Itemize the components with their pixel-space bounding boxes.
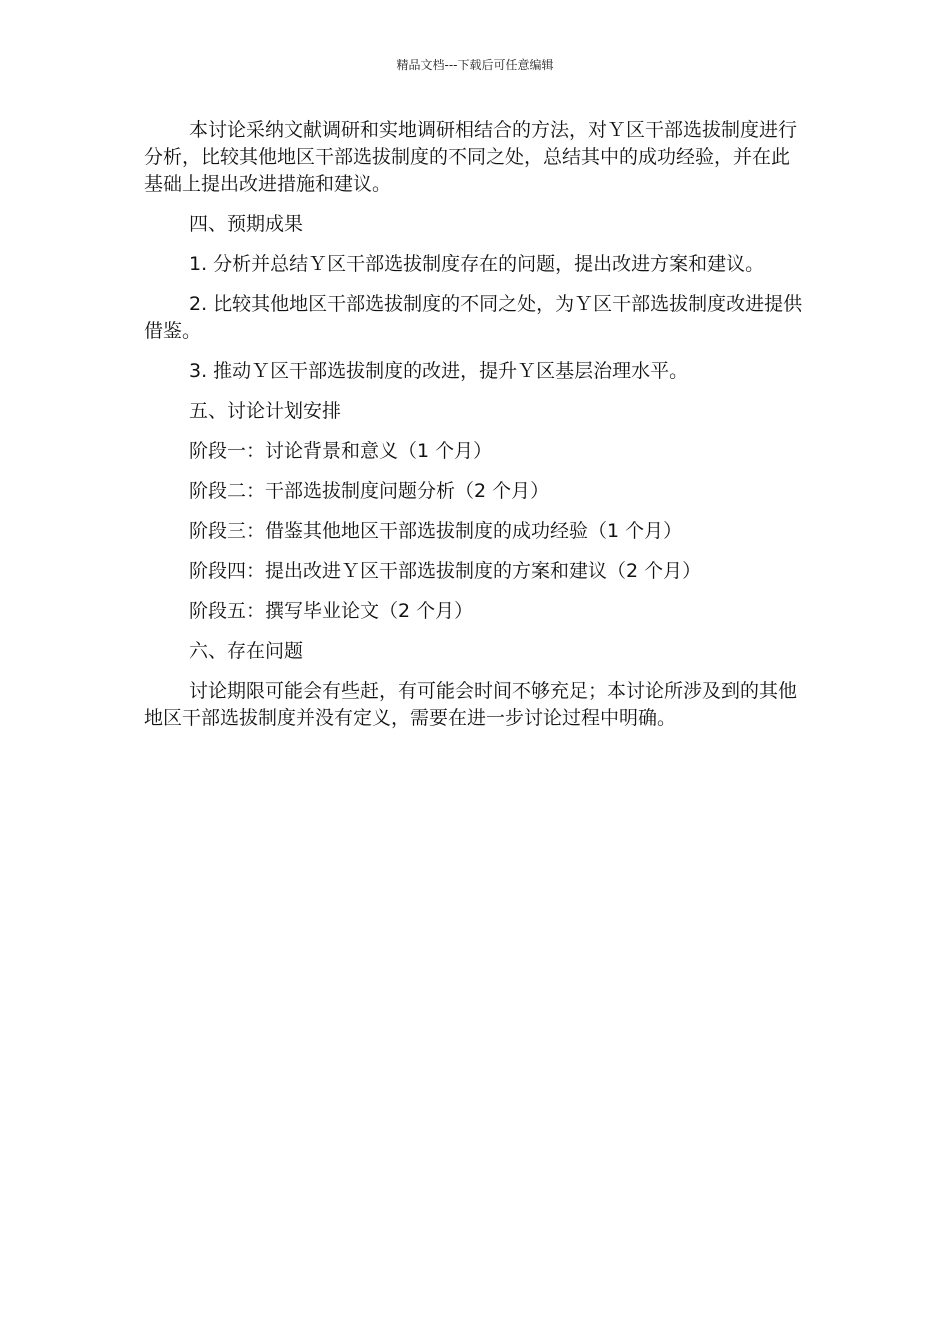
result-item-1: 1. 分析并总结Ｙ区干部选拔制度存在的问题，提出改进方案和建议。 xyxy=(189,253,765,275)
plan-stage-4: 阶段四：提出改进Ｙ区干部选拔制度的方案和建议（2 个月） xyxy=(189,560,702,582)
document-body xyxy=(144,117,806,745)
method-paragraph: 本讨论采纳文献调研和实地调研相结合的方法，对Ｙ区干部选拔制度进行分析，比较其他地区干部选拔制度的不同之处，总结其中的成功经验，并在此基础上提出改进措施和建议。 xyxy=(144,119,798,195)
plan-stage-3: 阶段三：借鉴其他地区干部选拔制度的成功经验（1 个月） xyxy=(189,520,683,542)
problems-paragraph: 讨论期限可能会有些赶，有可能会时间不够充足；本讨论所涉及到的其他地区干部选拔制度并没有定义，需要在进一步讨论过程中明确。 xyxy=(144,680,798,729)
section-heading-plan: 五、讨论计划安排 xyxy=(189,400,342,422)
plan-stage-1: 阶段一：讨论背景和意义（1 个月） xyxy=(189,440,493,462)
section-heading-problems: 六、存在问题 xyxy=(189,640,304,662)
result-item-2: 2. 比较其他地区干部选拔制度的不同之处，为Ｙ区干部选拔制度改进提供借鉴。 xyxy=(144,293,803,342)
section-heading-expected-results: 四、预期成果 xyxy=(189,213,304,235)
result-item-3: 3. 推动Ｙ区干部选拔制度的改进，提升Ｙ区基层治理水平。 xyxy=(189,360,689,382)
plan-stage-2: 阶段二：干部选拔制度问题分析（2 个月） xyxy=(189,480,550,502)
plan-stage-5: 阶段五：撰写毕业论文（2 个月） xyxy=(189,600,474,622)
page-header: 精品文档---下载后可任意编辑 xyxy=(396,58,554,72)
